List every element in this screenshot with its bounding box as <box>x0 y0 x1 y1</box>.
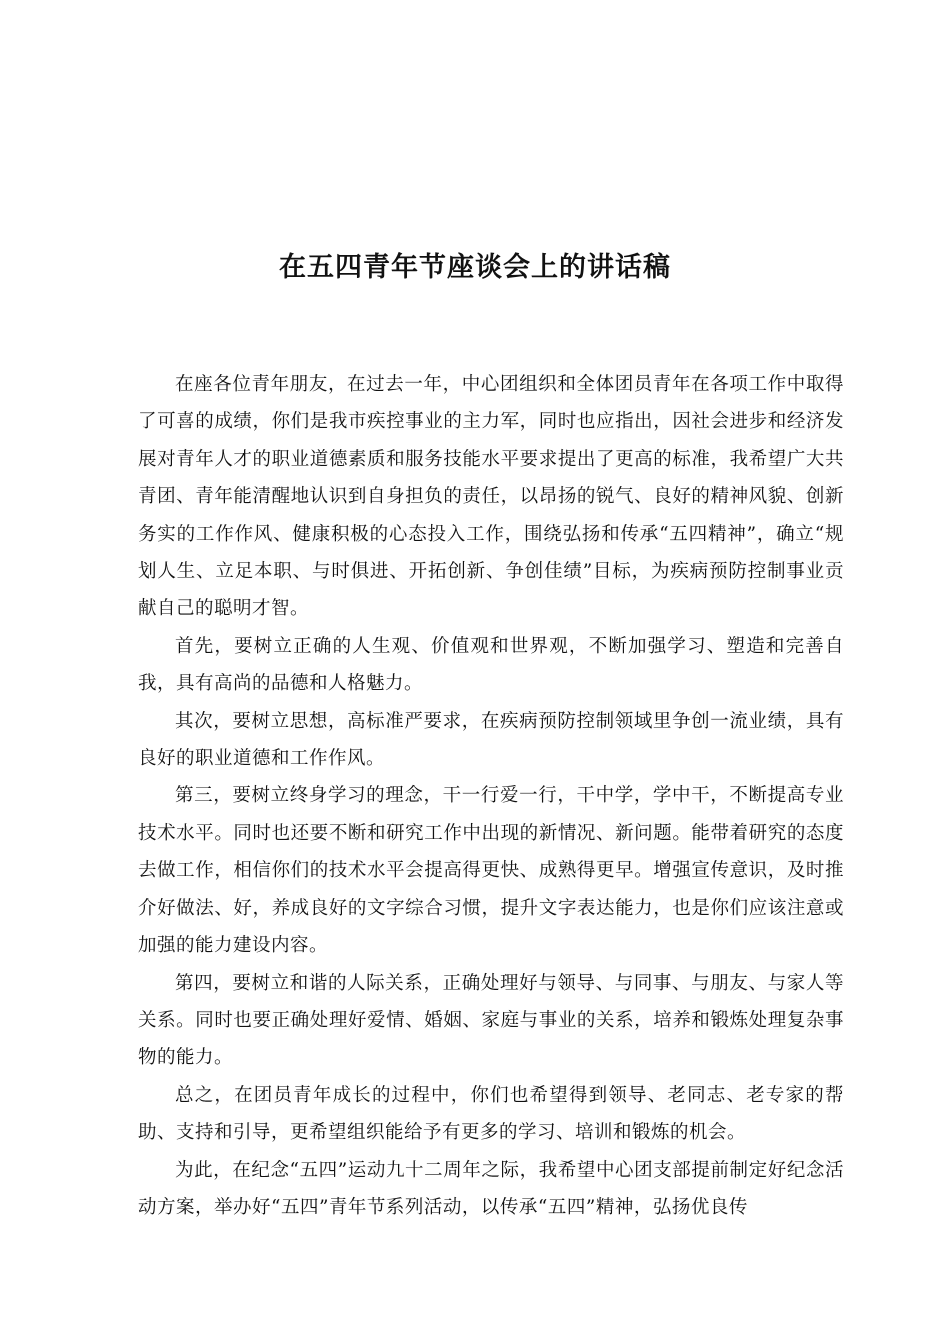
document-title: 在五四青年节座谈会上的讲话稿 <box>279 252 671 283</box>
paragraph-closing: 为此，在纪念“五四”运动九十二周年之际，我希望中心团支部提前制定好纪念活动方案，举办好“五四”青年节系列活动，以传承“五四”精神，弘扬优良传 <box>138 1159 844 1218</box>
paragraph-intro: 在座各位青年朋友，在过去一年，中心团组织和全体团员青年在各项工作中取得了可喜的成绩，你们是我市疾控事业的主力军，同时也应指出，因社会进步和经济发展对青年人才的职业道德素质和服务技能水平要求提出了更高的标准，我希望广大共青团、青年能清醒地认识到自身担负的责任，以昂扬的锐气、良好的精神风貌、创新务实的工作作风、健康积极的心态投入工作，围绕弘扬和传承“五四精神”，确立“规划人生、立足本职、与时俱进、开拓创新、争创佳绩”目标，为疾病预防控制事业贡献自己的聪明才智。 <box>138 374 844 620</box>
document-body <box>138 366 844 1226</box>
paragraph-fourth-point: 第四，要树立和谐的人际关系，正确处理好与领导、与同事、与朋友、与家人等关系。同时也要正确处理好爱情、婚姻、家庭与事业的关系，培养和锻炼处理复杂事物的能力。 <box>138 972 844 1069</box>
paragraph-third-point: 第三，要树立终身学习的理念，干一行爱一行，干中学，学中干，不断提高专业技术水平。同时也还要不断和研究工作中出现的新情况、新问题。能带着研究的态度去做工作，相信你们的技术水平会提高得更快、成熟得更早。增强宣传意识，及时推介好做法、好，养成良好的文字综合习惯，提升文字表达能力，也是你们应该注意或加强的能力建设内容。 <box>138 785 844 957</box>
paragraph-summary: 总之，在团员青年成长的过程中，你们也希望得到领导、老同志、老专家的帮助、支持和引导，更希望组织能给予有更多的学习、培训和锻炼的机会。 <box>138 1084 844 1144</box>
paragraph-second-point: 其次，要树立思想，高标准严要求，在疾病预防控制领域里争创一流业绩，具有良好的职业道德和工作作风。 <box>138 710 844 770</box>
paragraph-first-point: 首先，要树立正确的人生观、价值观和世界观，不断加强学习、塑造和完善自我，具有高尚的品德和人格魅力。 <box>138 635 844 695</box>
